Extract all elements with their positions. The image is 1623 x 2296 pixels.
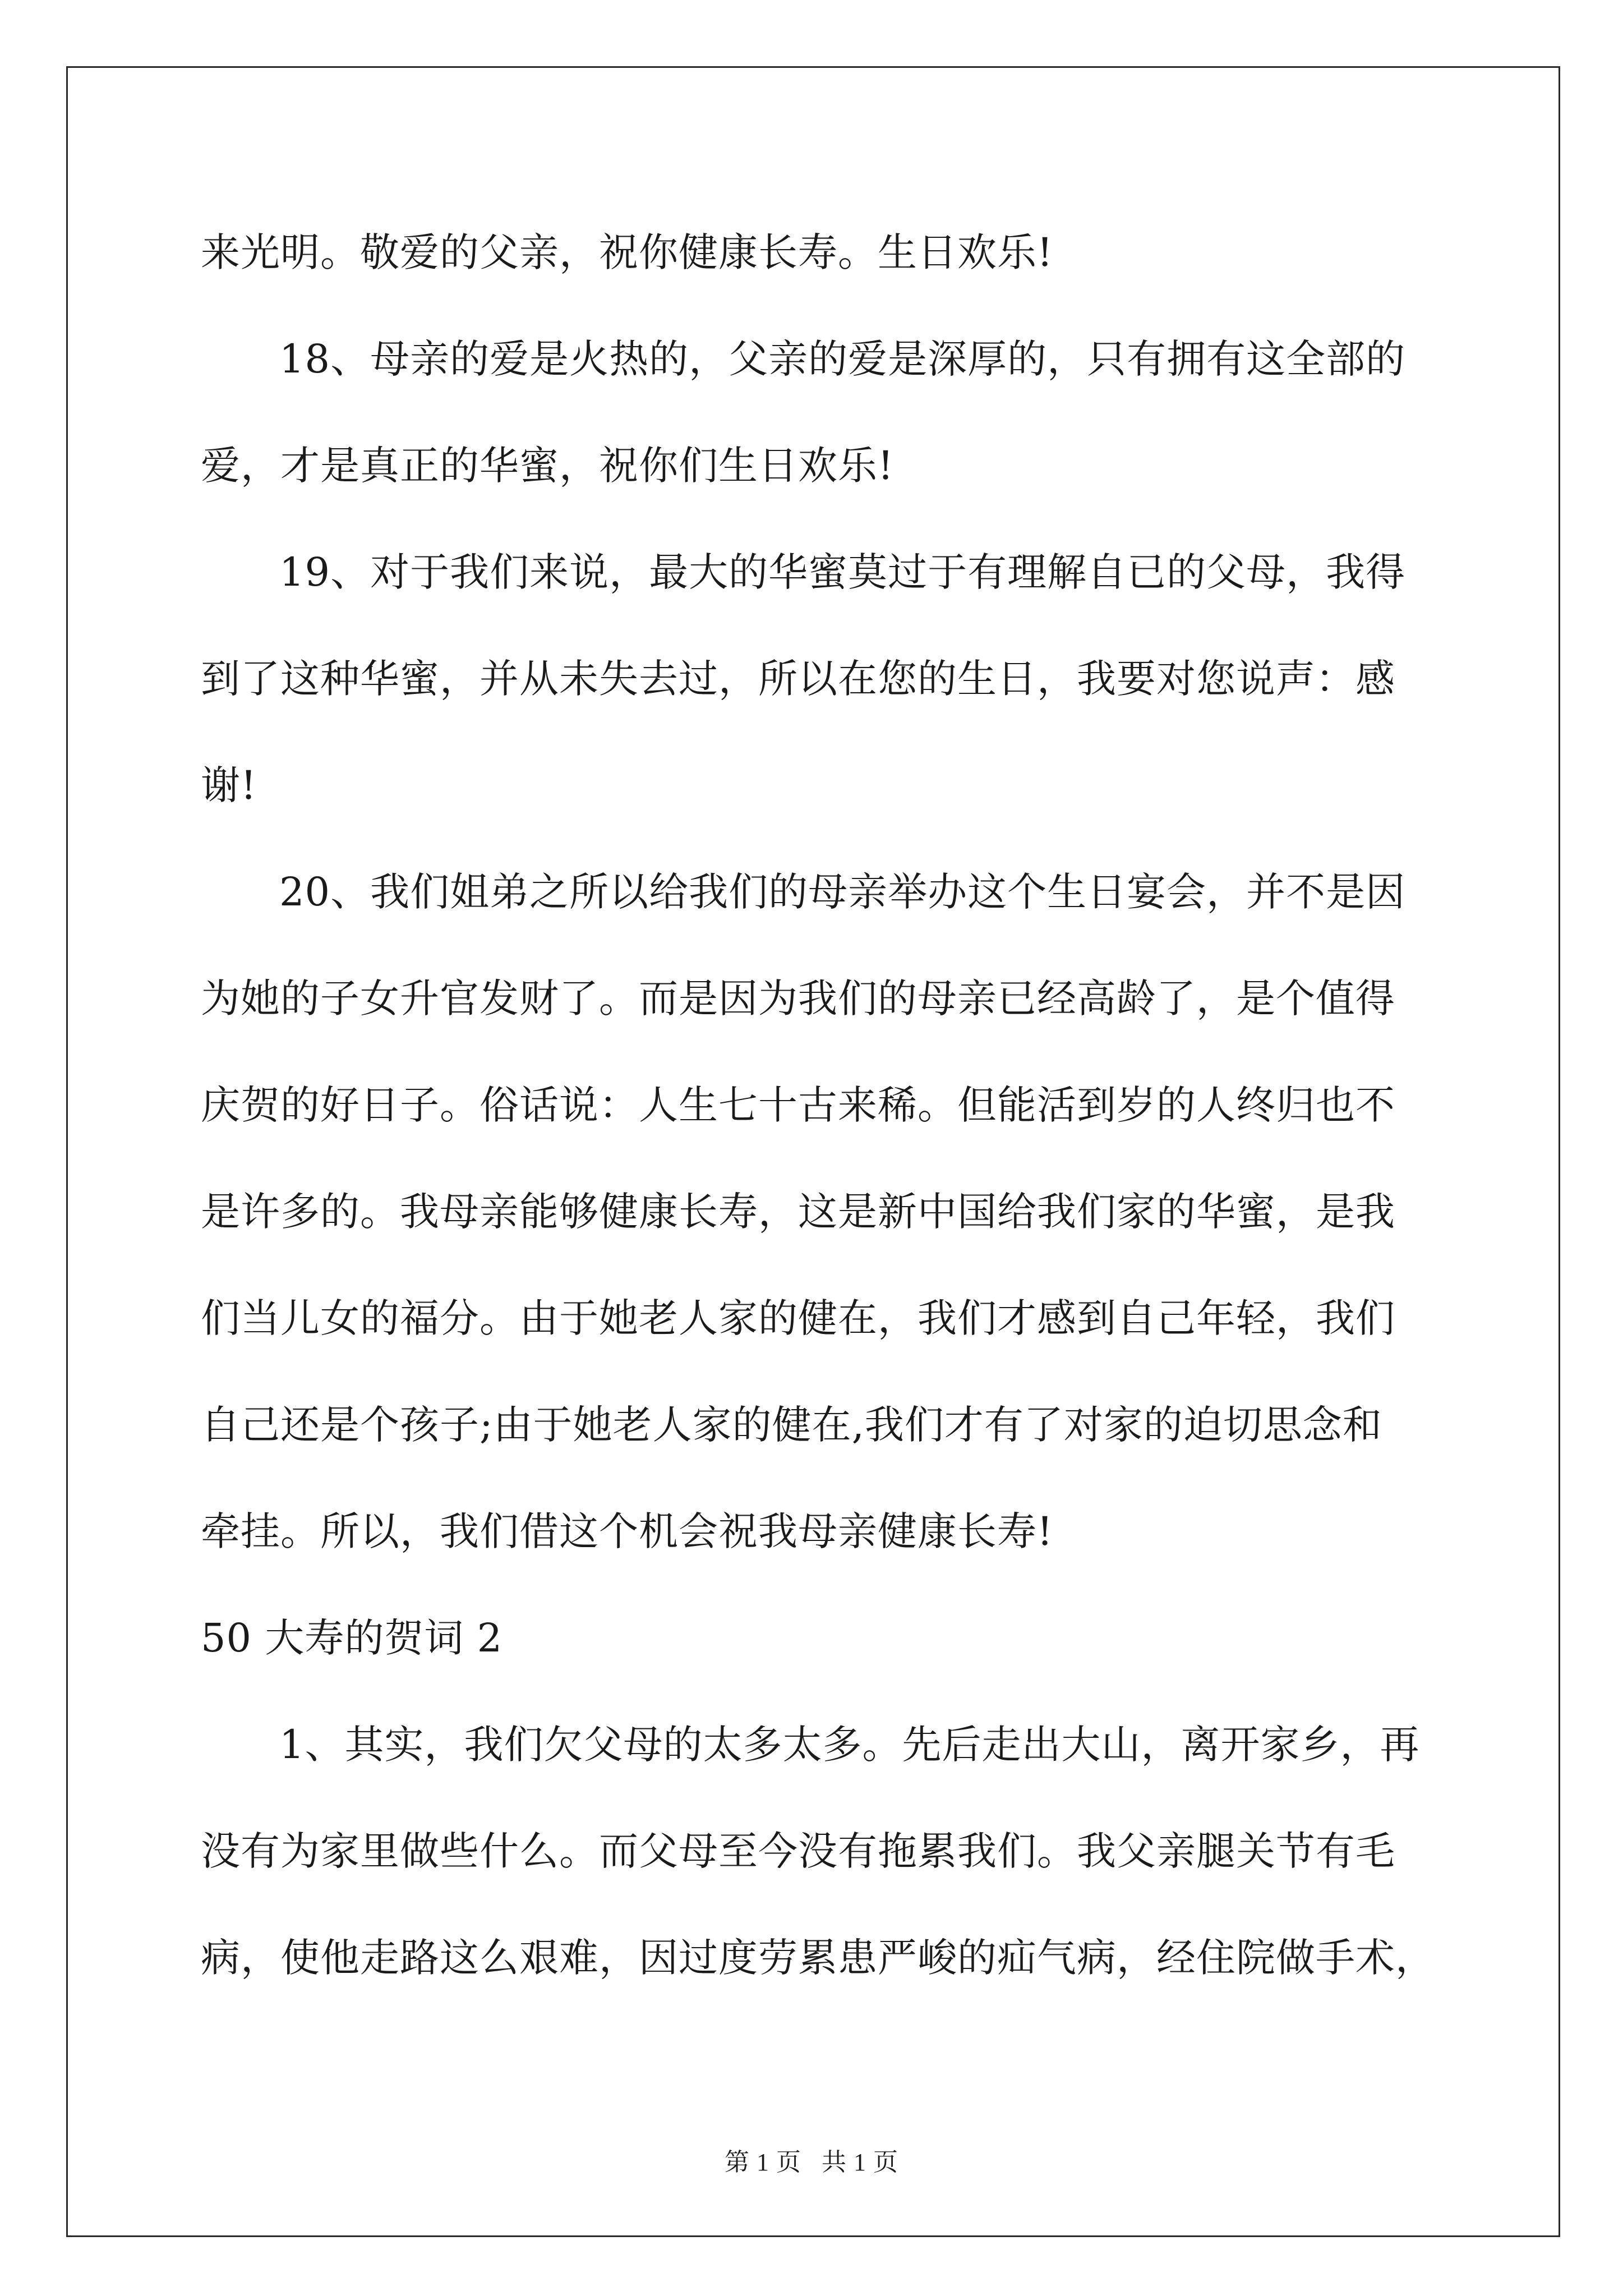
paragraph-line: 18、母亲的爱是火热的，父亲的爱是深厚的，只有拥有这全部的 <box>279 336 1406 382</box>
paragraph-line: 病，使他走路这么艰难，因过度劳累患严峻的疝气病，经住院做手术， <box>201 1935 1435 1981</box>
paragraph-line: 来光明。敬爱的父亲，祝你健康长寿。生日欢乐! <box>201 229 1054 275</box>
paragraph-line: 19、对于我们来说，最大的华蜜莫过于有理解自已的父母，我得 <box>279 549 1406 595</box>
paragraph-line: 是许多的。我母亲能够健康长寿，这是新中国给我们家的华蜜，是我 <box>201 1189 1395 1235</box>
document-body <box>201 199 1435 2011</box>
paragraph-line: 们当儿女的福分。由于她老人家的健在，我们才感到自己年轻，我们 <box>201 1295 1395 1341</box>
paragraph-line: 20、我们姐弟之所以给我们的母亲举办这个生日宴会，并不是因 <box>279 869 1406 915</box>
paragraph-line: 没有为家里做些什么。而父母至今没有拖累我们。我父亲腿关节有毛 <box>201 1828 1395 1874</box>
paragraph-line: 1、其实，我们欠父母的太多太多。先后走出大山，离开家乡，再 <box>279 1722 1420 1768</box>
paragraph-line: 庆贺的好日子。俗话说：人生七十古来稀。但能活到岁的人终归也不 <box>201 1082 1395 1128</box>
paragraph-line: 为她的子女升官发财了。而是因为我们的母亲已经高龄了，是个值得 <box>201 976 1395 1022</box>
paragraph-line: 爱，才是真正的华蜜，祝你们生日欢乐! <box>201 443 895 489</box>
paragraph-line: 牵挂。所以，我们借这个机会祝我母亲健康长寿! <box>201 1508 1054 1554</box>
page-number-label: 第 1 页 <box>725 2148 801 2176</box>
paragraph-line: 自己还是个孩子;由于她老人家的健在,我们才有了对家的迫切思念和 <box>201 1402 1382 1448</box>
section-heading: 50 大寿的贺词 2 <box>201 1615 503 1661</box>
page-footer <box>0 2142 1623 2178</box>
page-total-label: 共 1 页 <box>822 2148 898 2176</box>
paragraph-line: 谢! <box>201 762 257 808</box>
footer-spacer <box>801 2148 822 2176</box>
paragraph-line: 到了这种华蜜，并从未失去过，所以在您的生日，我要对您说声：感 <box>201 656 1395 702</box>
